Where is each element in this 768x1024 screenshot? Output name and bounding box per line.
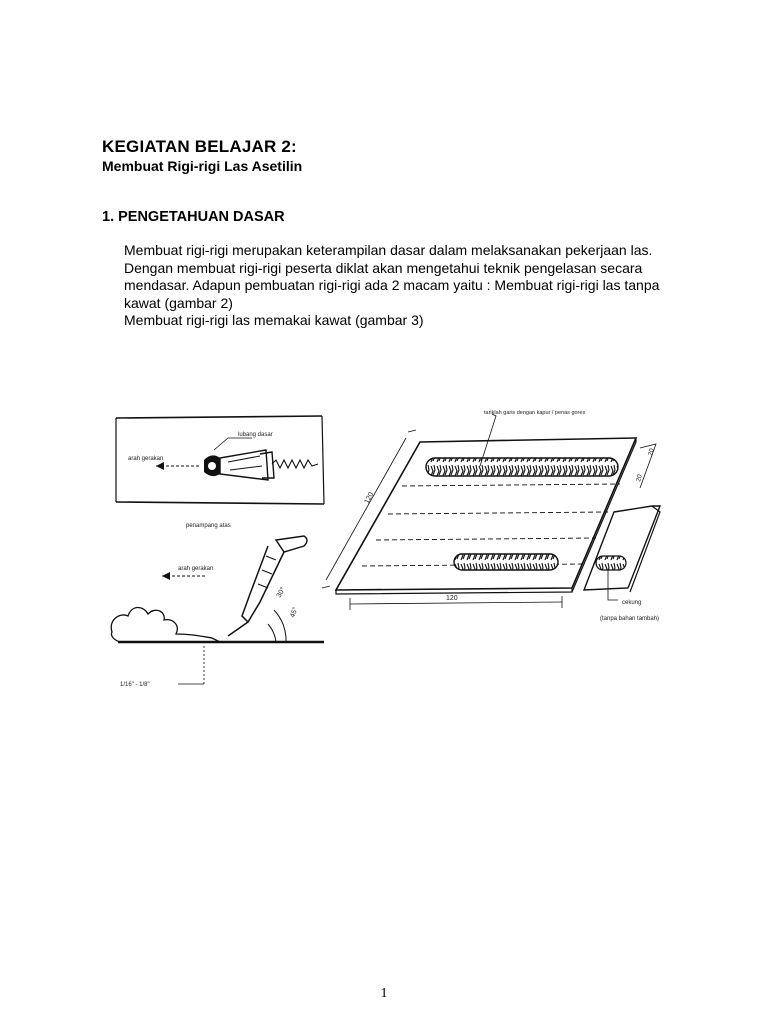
page-title: KEGIATAN BELAJAR 2: [102, 137, 297, 156]
plate-diagram [322, 414, 660, 610]
paragraph: Membuat rigi-rigi merupakan keterampilan dasar dalam melaksanakan pekerjaan las. Dengan membuat rigi-rigi peserta diklat akan mengetahui teknik pengelasan secara mendasar. Adapun pembuatan rigi-rigi ada 2 macam yaitu : Membuat rigi-rigi las tanpa kawat (gambar 2) [124, 242, 660, 311]
angle-1: 30° [275, 586, 288, 599]
paragraph: Membuat rigi-rigi las memakai kawat (gambar 3) [124, 312, 424, 328]
page-number: 1 [380, 986, 388, 1001]
dim-20-b: 20 [635, 473, 644, 483]
section-heading: 1. PENGETAHUAN DASAR [102, 209, 285, 225]
label-tanpa-bahan: (tanpa bahan tambah) [600, 616, 660, 622]
welding-figure [100, 380, 680, 700]
dimension-label: 1/16" - 1/8" [120, 682, 150, 688]
label-arah-gerakan-top: arah gerakan [128, 456, 164, 462]
dim-120-side: 120 [363, 491, 376, 505]
dim-120-bottom: 120 [446, 595, 458, 602]
label-penampang-atas: penampang atas [186, 523, 231, 529]
body-text [124, 242, 672, 330]
label-arah-gerakan-bottom: arah gerakan [178, 566, 214, 572]
label-tarik-garis: tariklah garis dengan kapur / penas gores [484, 410, 586, 416]
page-subtitle: Membuat Rigi-rigi Las Asetilin [102, 158, 303, 174]
label-lubang-dasar: lubang dasar [238, 432, 273, 438]
angle-2: 45° [289, 606, 300, 619]
dim-20-a: 20 [647, 447, 656, 457]
label-cekung: cekung [622, 600, 642, 606]
